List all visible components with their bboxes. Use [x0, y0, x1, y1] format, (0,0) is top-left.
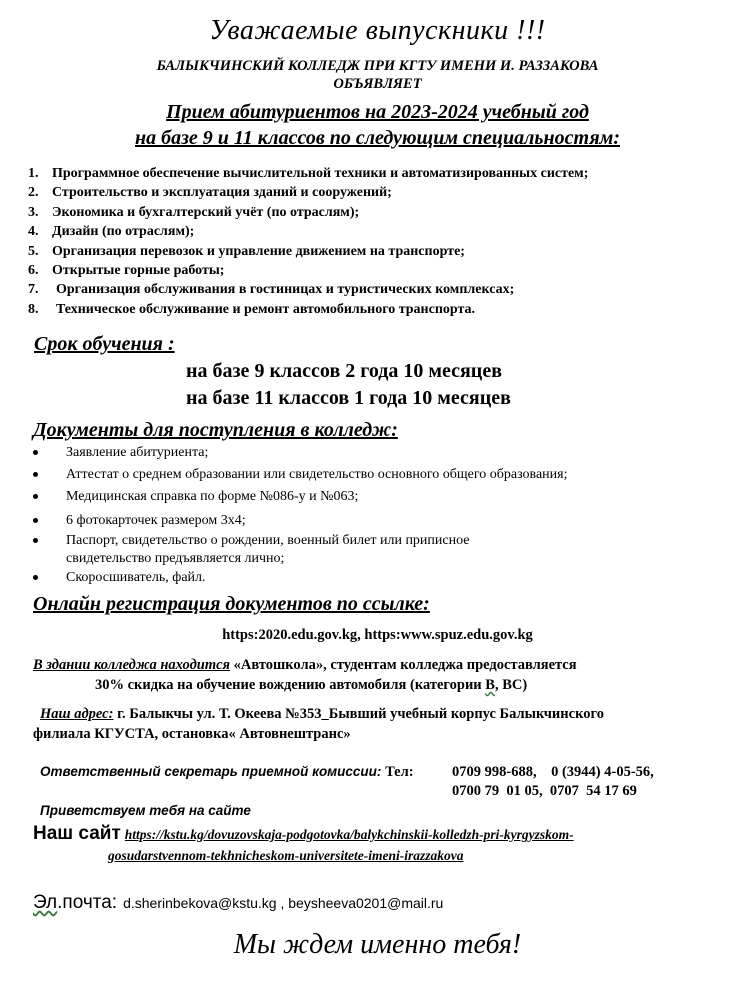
college-name: БАЛЫКЧИНСКИЙ КОЛЛЕДЖ ПРИ КГТУ ИМЕНИ И. РАЗЗАКОВА [156, 58, 599, 74]
specialties-list [28, 164, 588, 319]
site-label: Наш сайт [33, 823, 121, 844]
address-line2: филиала КГУСТА, остановка« Автовнештранс» [33, 726, 351, 742]
bullet-icon [33, 575, 38, 580]
duration-line-11: на базе 11 классов 1 года 10 месяцев [186, 387, 511, 409]
site-greeting: Приветствуем тебя на сайте [40, 803, 251, 818]
driving-school-line1 [33, 657, 577, 674]
list-item: 5. Организация перевозок и управление движением на транспорте; [28, 243, 465, 259]
registration-links[interactable]: https:2020.edu.gov.kg, https:www.spuz.edu.gov.kg [222, 627, 533, 643]
driving-school-lead: В здании колледжа находится [33, 657, 231, 673]
bullet-icon [33, 450, 38, 455]
list-item: Аттестат о среднем образовании или свидетельство основного общего образования; [33, 466, 568, 488]
list-item: 7. Организация обслуживания в гостиницах и туристических комплексах; [28, 282, 515, 298]
bullet-icon [33, 518, 38, 523]
address-line1 [40, 706, 604, 723]
address-label: Наш адрес: [40, 706, 114, 722]
secretary-label: Ответственный секретарь приемной комиссии: Тел: [40, 764, 414, 780]
driving-school-text: «Автошкола», студентам колледжа предоставляется [230, 657, 577, 673]
list-item: 3. Экономика и бухгалтерский учёт (по отраслям); [28, 204, 360, 220]
duration-heading: Срок обучения : [34, 333, 175, 355]
list-item: 8. Техническое обслуживание и ремонт автомобильного транспорта. [28, 301, 476, 317]
site-line1 [33, 823, 574, 845]
list-item: свидетельство предъявляется лично; [66, 551, 285, 566]
bullet-icon [33, 494, 38, 499]
email-line [33, 892, 443, 914]
announces-label: ОБЪЯВЛЯЕТ [333, 76, 422, 92]
list-item: Скоросшиватель, файл. [33, 569, 568, 587]
list-item: 1. Программное обеспечение вычислительной техники и автоматизированных систем; [28, 166, 589, 181]
bullet-icon [33, 538, 38, 543]
list-item: 2. Строительство и эксплуатация зданий и сооружений; [28, 185, 392, 201]
address-text: г. Балыкчы ул. Т. Океева №353_Бывший учебный корпус Балыкчинского [113, 706, 604, 722]
email-addresses[interactable]: d.sherinbekova@kstu.kg , beysheeva0201@mail.ru [123, 895, 444, 911]
list-item: Паспорт, свидетельство о рождении, военный билет или приписное [33, 532, 568, 550]
list-item: 6 фотокарточек размером 3х4; [33, 512, 568, 532]
duration-line-9: на базе 9 классов 2 года 10 месяцев [186, 360, 503, 382]
list-item: Заявление абитуриента; [33, 444, 568, 466]
documents-heading: Документы для поступления в колледж: [33, 419, 398, 441]
greeting-title: Уважаемые выпускники !!! [209, 15, 546, 46]
list-item: 4. Дизайн (по отраслям); [28, 224, 195, 240]
site-url[interactable]: https://kstu.kg/dovuzovskaja-podgotovka/balykchinskii-kolledzh-pri-kyrgyzskom- [124, 827, 574, 842]
list-item: 6. Открытые горные работы; [28, 262, 225, 278]
documents-list [33, 444, 568, 587]
phone-numbers-1: 0709 998-688, 0 (3944) 4-05-56, [452, 764, 654, 780]
admission-title: Прием абитуриентов на 2023-2024 учебный год [166, 101, 589, 123]
closing-text: Мы ждем именно тебя! [233, 929, 522, 960]
online-registration-heading: Онлайн регистрация документов по ссылке: [33, 593, 430, 615]
email-label: Эл.почта: [33, 892, 118, 913]
admission-subtitle: на базе 9 и 11 классов по следующим специальностям: [134, 127, 620, 149]
phone-numbers-2: 0700 79 01 05, 0707 54 17 69 [452, 783, 637, 799]
site-url-continued[interactable]: gosudarstvennom-tekhnicheskom-universitete-imeni-irazzakova [108, 848, 464, 863]
list-item: Медицинская справка по форме №086-у и №063; [33, 488, 568, 512]
driving-school-line2: 30% скидка на обучение вождению автомобиля (категории В, ВС) [95, 677, 528, 693]
bullet-icon [33, 472, 38, 477]
